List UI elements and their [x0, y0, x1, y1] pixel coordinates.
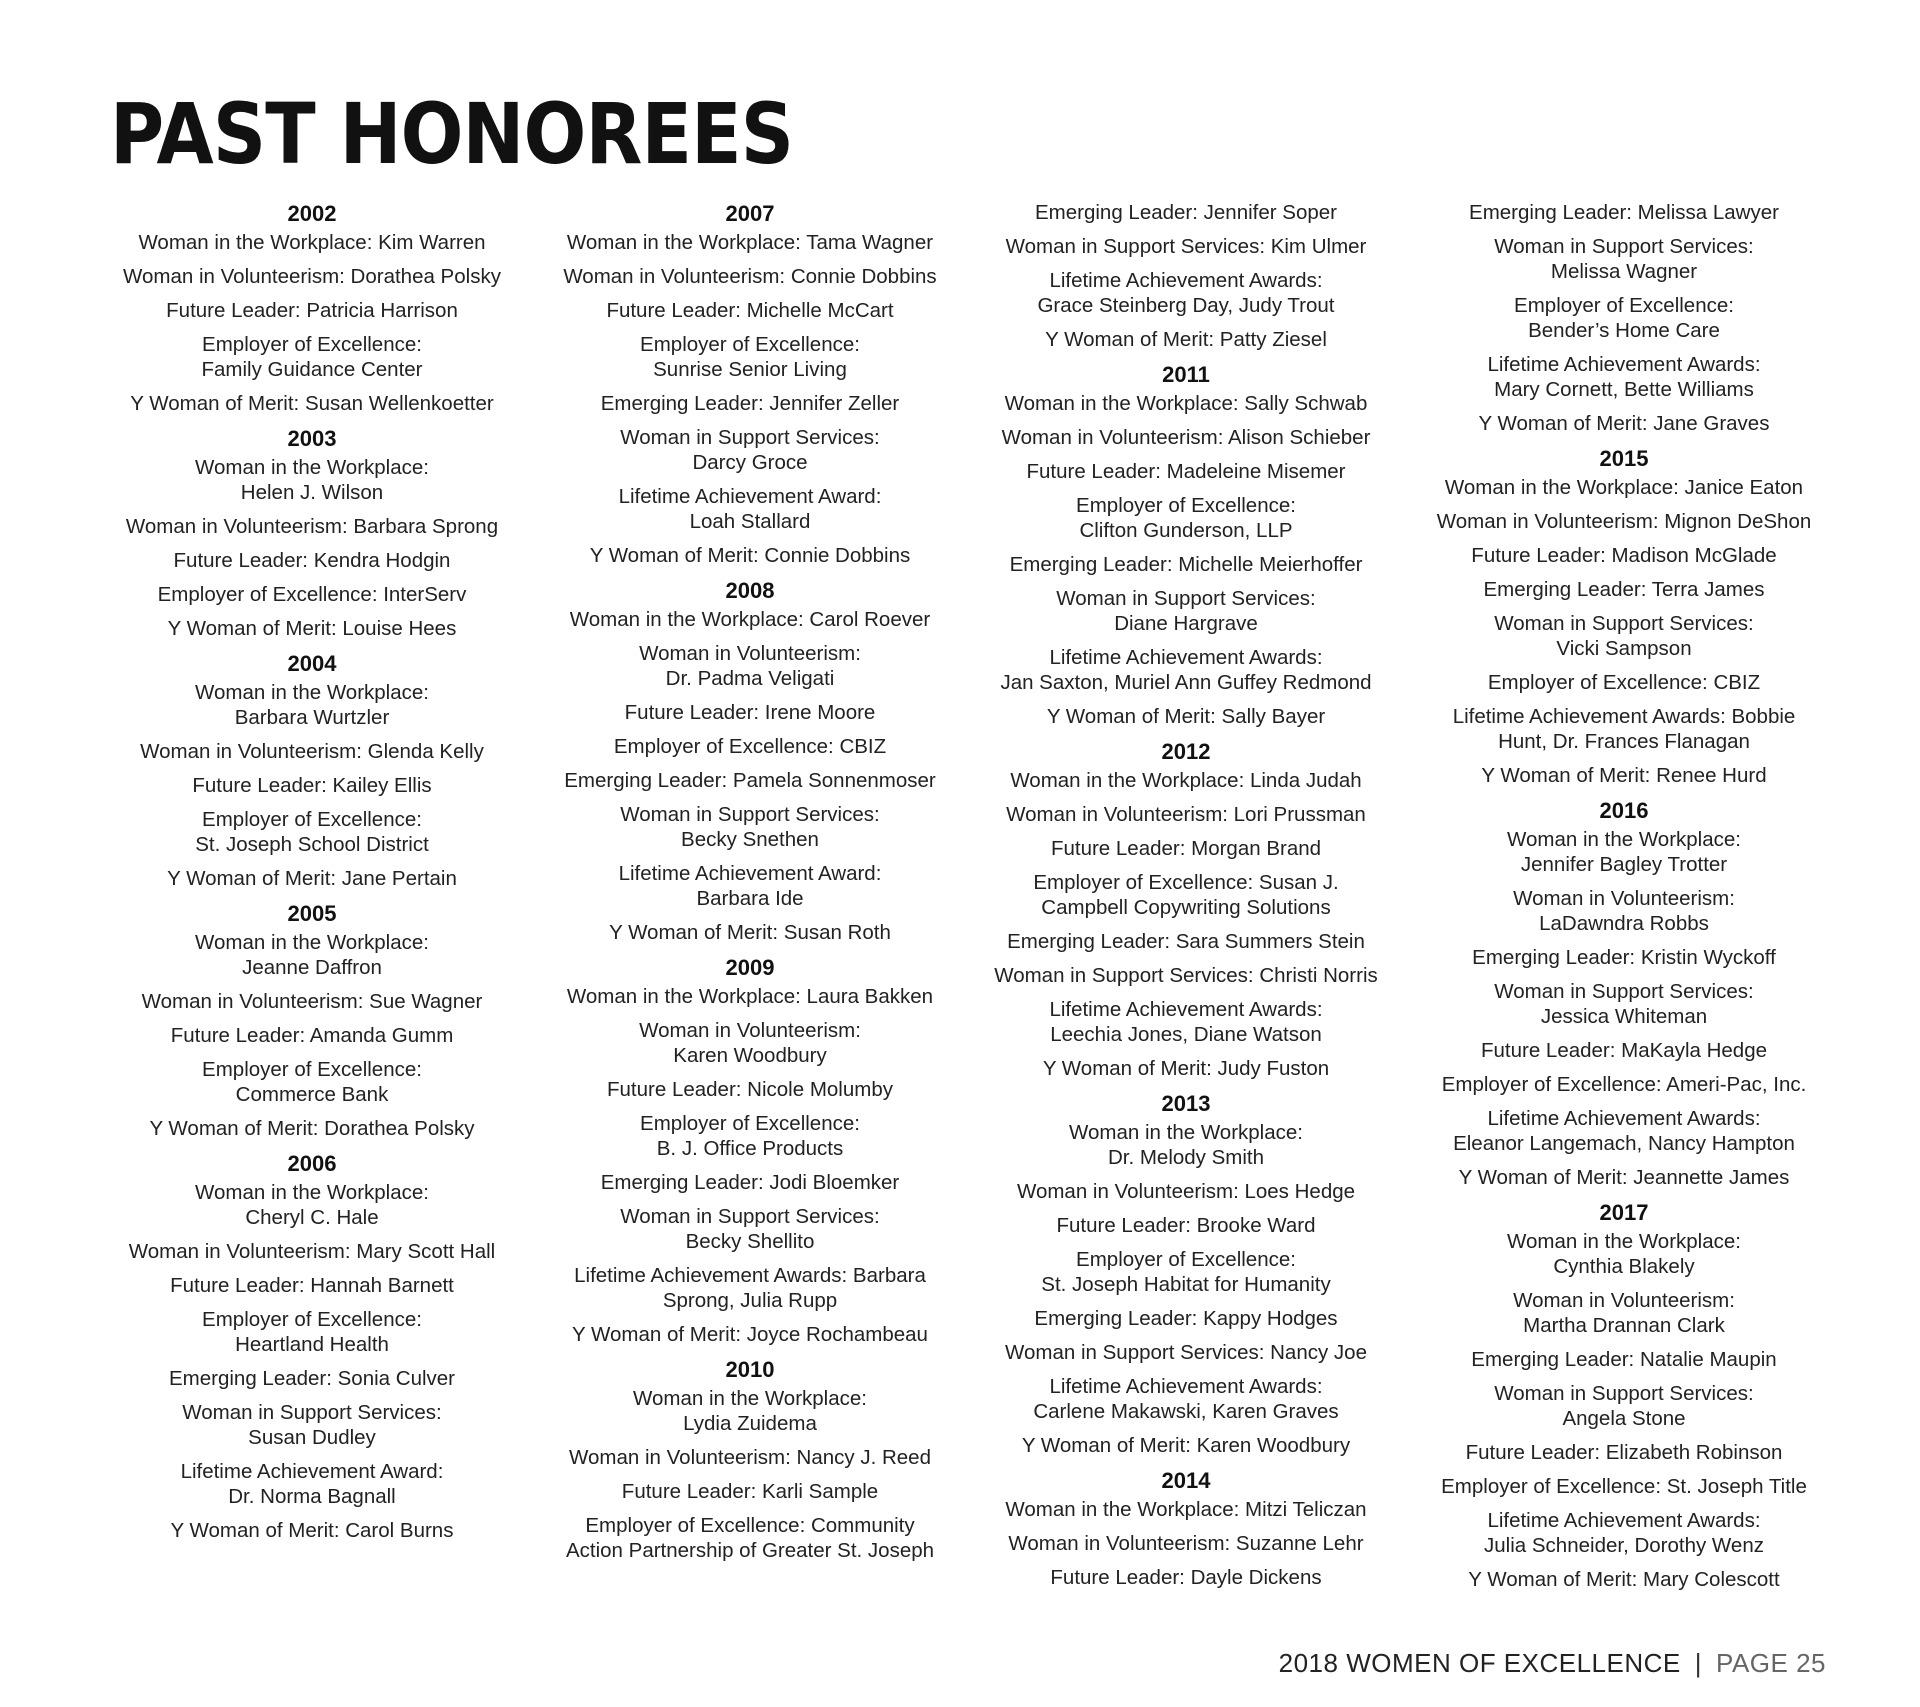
- year-heading: 2006: [287, 1151, 337, 1176]
- honoree-entry: Woman in Support Services: Nancy Joe: [1005, 1341, 1367, 1364]
- year-heading: 2017: [1599, 1200, 1649, 1225]
- honoree-entry: Employer of Excellence: Sunrise Senior Living: [640, 333, 860, 381]
- honoree-entry: Woman in Support Services: Jessica Whiteman: [1494, 980, 1754, 1028]
- honoree-entry: Woman in Support Services: Darcy Groce: [620, 426, 880, 474]
- honoree-entry: Woman in the Workplace: Laura Bakken: [566, 985, 934, 1008]
- honoree-entry: Emerging Leader: Terra James: [1483, 578, 1765, 601]
- honoree-entry: Employer of Excellence: St. Joseph Habitat for Humanity: [1041, 1248, 1331, 1296]
- honoree-entry: Future Leader: Amanda Gumm: [170, 1024, 454, 1047]
- honoree-entry: Lifetime Achievement Awards: Bobbie Hunt, Dr. Frances Flanagan: [1452, 705, 1796, 753]
- honoree-entry: Future Leader: Morgan Brand: [1050, 837, 1322, 860]
- honorees-column-3: [966, 200, 1406, 1599]
- honoree-entry: Y Woman of Merit: Susan Roth: [609, 921, 891, 944]
- honoree-entry: Employer of Excellence: Susan J. Campbell Copywriting Solutions: [1033, 871, 1339, 919]
- honoree-entry: Woman in Volunteerism: Martha Drannan Clark: [1513, 1289, 1735, 1337]
- honoree-entry: Lifetime Achievement Awards: Eleanor Langemach, Nancy Hampton: [1453, 1107, 1795, 1155]
- honoree-entry: Woman in Support Services: Angela Stone: [1494, 1382, 1754, 1430]
- honoree-entry: Employer of Excellence: Family Guidance Center: [201, 333, 423, 381]
- honoree-entry: Future Leader: Kailey Ellis: [192, 774, 432, 797]
- honorees-column-4: [1404, 200, 1844, 1601]
- honoree-entry: Emerging Leader: Natalie Maupin: [1471, 1348, 1777, 1371]
- honoree-entry: Future Leader: Elizabeth Robinson: [1465, 1441, 1783, 1464]
- honoree-entry: Woman in Volunteerism: Mignon DeShon: [1436, 510, 1812, 533]
- honoree-entry: Woman in Volunteerism: Alison Schieber: [1001, 426, 1371, 449]
- honoree-entry: Y Woman of Merit: Sally Bayer: [1046, 705, 1326, 728]
- honoree-entry: Employer of Excellence: B. J. Office Products: [640, 1112, 860, 1160]
- honoree-entry: Woman in the Workplace: Tama Wagner: [566, 231, 934, 254]
- honoree-entry: Y Woman of Merit: Jane Graves: [1478, 412, 1770, 435]
- year-heading: 2011: [1162, 362, 1210, 387]
- honoree-entry: Y Woman of Merit: Dorathea Polsky: [149, 1117, 475, 1140]
- honoree-entry: Employer of Excellence: St. Joseph Title: [1441, 1475, 1807, 1498]
- year-heading: 2005: [287, 901, 337, 926]
- honoree-entry: Employer of Excellence: CBIZ: [613, 735, 887, 758]
- honorees-columns: [0, 200, 1920, 1620]
- honoree-entry: Woman in the Workplace: Jeanne Daffron: [195, 931, 429, 979]
- honoree-entry: Employer of Excellence: St. Joseph School District: [195, 808, 429, 856]
- honoree-entry: Y Woman of Merit: Renee Hurd: [1481, 764, 1767, 787]
- honoree-entry: Y Woman of Merit: Joyce Rochambeau: [572, 1323, 928, 1346]
- page-number: PAGE 25: [1716, 1648, 1826, 1678]
- honoree-entry: Y Woman of Merit: Karen Woodbury: [1021, 1434, 1351, 1457]
- honoree-entry: Lifetime Achievement Award: Barbara Ide: [618, 862, 882, 910]
- honoree-entry: Woman in Volunteerism: Mary Scott Hall: [128, 1240, 496, 1263]
- honoree-entry: Woman in the Workplace: Cynthia Blakely: [1507, 1230, 1741, 1278]
- honoree-entry: Woman in Support Services: Melissa Wagner: [1494, 235, 1754, 283]
- footer-separator: |: [1694, 1648, 1703, 1678]
- honoree-entry: Woman in the Workplace: Barbara Wurtzler: [195, 681, 429, 729]
- honorees-column-2: [530, 200, 970, 1572]
- honoree-entry: Emerging Leader: Jodi Bloemker: [600, 1171, 900, 1194]
- honoree-entry: Lifetime Achievement Award: Dr. Norma Bagnall: [180, 1460, 444, 1508]
- honoree-entry: Employer of Excellence: InterServ: [157, 583, 467, 606]
- honoree-entry: Y Woman of Merit: Louise Hees: [167, 617, 457, 640]
- honoree-entry: Y Woman of Merit: Susan Wellenkoetter: [130, 392, 494, 415]
- honoree-entry: Woman in the Workplace: Dr. Melody Smith: [1069, 1121, 1303, 1169]
- honoree-entry: Emerging Leader: Kappy Hodges: [1034, 1307, 1338, 1330]
- honoree-entry: Y Woman of Merit: Jane Pertain: [167, 867, 457, 890]
- honoree-entry: Future Leader: Irene Moore: [624, 701, 876, 724]
- honoree-entry: Employer of Excellence: Bender’s Home Care: [1514, 294, 1734, 342]
- year-heading: 2007: [725, 201, 775, 226]
- honoree-entry: Woman in Volunteerism: Dr. Padma Veligati: [639, 642, 861, 690]
- year-heading: 2013: [1161, 1091, 1211, 1116]
- honoree-entry: Woman in Volunteerism: Lori Prussman: [1006, 803, 1366, 826]
- honoree-entry: Lifetime Achievement Awards: Grace Steinberg Day, Judy Trout: [1037, 269, 1335, 317]
- honoree-entry: Emerging Leader: Kristin Wyckoff: [1472, 946, 1776, 969]
- honoree-entry: Woman in Support Services: Christi Norris: [994, 964, 1378, 987]
- honoree-entry: Woman in Support Services: Kim Ulmer: [1005, 235, 1367, 258]
- honoree-entry: Woman in Volunteerism: Connie Dobbins: [563, 265, 937, 288]
- honoree-entry: Future Leader: Brooke Ward: [1056, 1214, 1316, 1237]
- year-heading: 2014: [1161, 1468, 1211, 1493]
- honoree-entry: Lifetime Achievement Award: Loah Stallard: [618, 485, 882, 533]
- page-footer: [1279, 1648, 1826, 1679]
- honoree-entry: Employer of Excellence: Ameri-Pac, Inc.: [1441, 1073, 1807, 1096]
- honoree-entry: Emerging Leader: Jennifer Soper: [1035, 201, 1337, 224]
- honoree-entry: Emerging Leader: Sonia Culver: [168, 1367, 456, 1390]
- honoree-entry: Emerging Leader: Jennifer Zeller: [600, 392, 900, 415]
- honoree-entry: Woman in Volunteerism: Loes Hedge: [1016, 1180, 1356, 1203]
- honoree-entry: Woman in Support Services: Susan Dudley: [182, 1401, 442, 1449]
- honoree-entry: Future Leader: Madison McGlade: [1471, 544, 1777, 567]
- honoree-entry: Future Leader: Patricia Harrison: [166, 299, 458, 322]
- honoree-entry: Woman in the Workplace: Mitzi Teliczan: [1005, 1498, 1367, 1521]
- publication-name: 2018 WOMEN OF EXCELLENCE: [1278, 1648, 1681, 1678]
- honoree-entry: Woman in the Workplace: Jennifer Bagley Trotter: [1507, 828, 1741, 876]
- page-title: PAST HONOREES: [110, 85, 794, 183]
- honoree-entry: Y Woman of Merit: Connie Dobbins: [589, 544, 911, 567]
- year-heading: 2008: [725, 578, 775, 603]
- honoree-entry: Woman in the Workplace: Lydia Zuidema: [633, 1387, 867, 1435]
- honoree-entry: Emerging Leader: Michelle Meierhoffer: [1009, 553, 1363, 576]
- honorees-column-1: [92, 200, 532, 1552]
- honoree-entry: Emerging Leader: Melissa Lawyer: [1469, 201, 1779, 224]
- honoree-entry: Woman in the Workplace: Helen J. Wilson: [195, 456, 429, 504]
- honoree-entry: Woman in Support Services: Diane Hargrave: [1056, 587, 1316, 635]
- honoree-entry: Woman in Volunteerism: Sue Wagner: [141, 990, 483, 1013]
- honoree-entry: Woman in Volunteerism: Nancy J. Reed: [569, 1446, 931, 1469]
- year-heading: 2016: [1599, 798, 1649, 823]
- honoree-entry: Woman in Volunteerism: Suzanne Lehr: [1008, 1532, 1364, 1555]
- honoree-entry: Woman in Volunteerism: LaDawndra Robbs: [1513, 887, 1735, 935]
- honoree-entry: Future Leader: Dayle Dickens: [1050, 1566, 1322, 1589]
- honoree-entry: Employer of Excellence: Heartland Health: [202, 1308, 422, 1356]
- honoree-entry: Woman in Volunteerism: Barbara Sprong: [125, 515, 499, 538]
- honoree-entry: Woman in Volunteerism: Karen Woodbury: [639, 1019, 861, 1067]
- honoree-entry: Lifetime Achievement Awards: Julia Schneider, Dorothy Wenz: [1484, 1509, 1764, 1557]
- year-heading: 2009: [725, 955, 775, 980]
- honoree-entry: Woman in Volunteerism: Dorathea Polsky: [123, 265, 501, 288]
- honoree-entry: Employer of Excellence: CBIZ: [1487, 671, 1761, 694]
- year-heading: 2010: [725, 1357, 775, 1382]
- honoree-entry: Future Leader: Hannah Barnett: [170, 1274, 454, 1297]
- honoree-entry: Future Leader: Nicole Molumby: [607, 1078, 893, 1101]
- year-heading: 2012: [1161, 739, 1211, 764]
- year-heading: 2003: [287, 426, 337, 451]
- honoree-entry: Lifetime Achievement Awards: Leechia Jones, Diane Watson: [1049, 998, 1323, 1046]
- honoree-entry: Y Woman of Merit: Jeannette James: [1458, 1166, 1790, 1189]
- honoree-entry: Employer of Excellence: Commerce Bank: [202, 1058, 422, 1106]
- honoree-entry: Future Leader: Michelle McCart: [606, 299, 894, 322]
- honoree-entry: Emerging Leader: Pamela Sonnenmoser: [564, 769, 936, 792]
- honoree-entry: Woman in Volunteerism: Glenda Kelly: [140, 740, 484, 763]
- year-heading: 2015: [1599, 446, 1649, 471]
- honoree-entry: Lifetime Achievement Awards: Mary Cornett, Bette Williams: [1487, 353, 1761, 401]
- honoree-entry: Woman in the Workplace: Janice Eaton: [1444, 476, 1804, 499]
- honoree-entry: Woman in Support Services: Becky Snethen: [620, 803, 880, 851]
- honoree-entry: Y Woman of Merit: Patty Ziesel: [1045, 328, 1327, 351]
- honoree-entry: Woman in Support Services: Vicki Sampson: [1494, 612, 1754, 660]
- honoree-entry: Lifetime Achievement Awards: Barbara Sprong, Julia Rupp: [574, 1264, 926, 1312]
- honoree-entry: Woman in the Workplace: Kim Warren: [138, 231, 486, 254]
- honoree-entry: Emerging Leader: Sara Summers Stein: [1007, 930, 1365, 953]
- honoree-entry: Y Woman of Merit: Carol Burns: [170, 1519, 454, 1542]
- honoree-entry: Woman in Support Services: Becky Shellito: [620, 1205, 880, 1253]
- honoree-entry: Employer of Excellence: Community Action Partnership of Greater St. Joseph: [565, 1514, 935, 1562]
- honoree-entry: Woman in the Workplace: Cheryl C. Hale: [195, 1181, 429, 1229]
- honoree-entry: Woman in the Workplace: Sally Schwab: [1004, 392, 1368, 415]
- honoree-entry: Woman in the Workplace: Carol Roever: [569, 608, 931, 631]
- honoree-entry: Lifetime Achievement Awards: Jan Saxton, Muriel Ann Guffey Redmond: [1000, 646, 1372, 694]
- honoree-entry: Lifetime Achievement Awards: Carlene Makawski, Karen Graves: [1033, 1375, 1339, 1423]
- year-heading: 2004: [287, 651, 337, 676]
- honoree-entry: Y Woman of Merit: Mary Colescott: [1468, 1568, 1780, 1591]
- honoree-entry: Future Leader: MaKayla Hedge: [1480, 1039, 1768, 1062]
- year-heading: 2002: [287, 201, 337, 226]
- honoree-entry: Y Woman of Merit: Judy Fuston: [1042, 1057, 1330, 1080]
- honoree-entry: Woman in the Workplace: Linda Judah: [1010, 769, 1362, 792]
- honoree-entry: Future Leader: Karli Sample: [621, 1480, 879, 1503]
- honoree-entry: Future Leader: Kendra Hodgin: [173, 549, 451, 572]
- honoree-entry: Future Leader: Madeleine Misemer: [1026, 460, 1346, 483]
- honoree-entry: Employer of Excellence: Clifton Gunderson, LLP: [1076, 494, 1296, 542]
